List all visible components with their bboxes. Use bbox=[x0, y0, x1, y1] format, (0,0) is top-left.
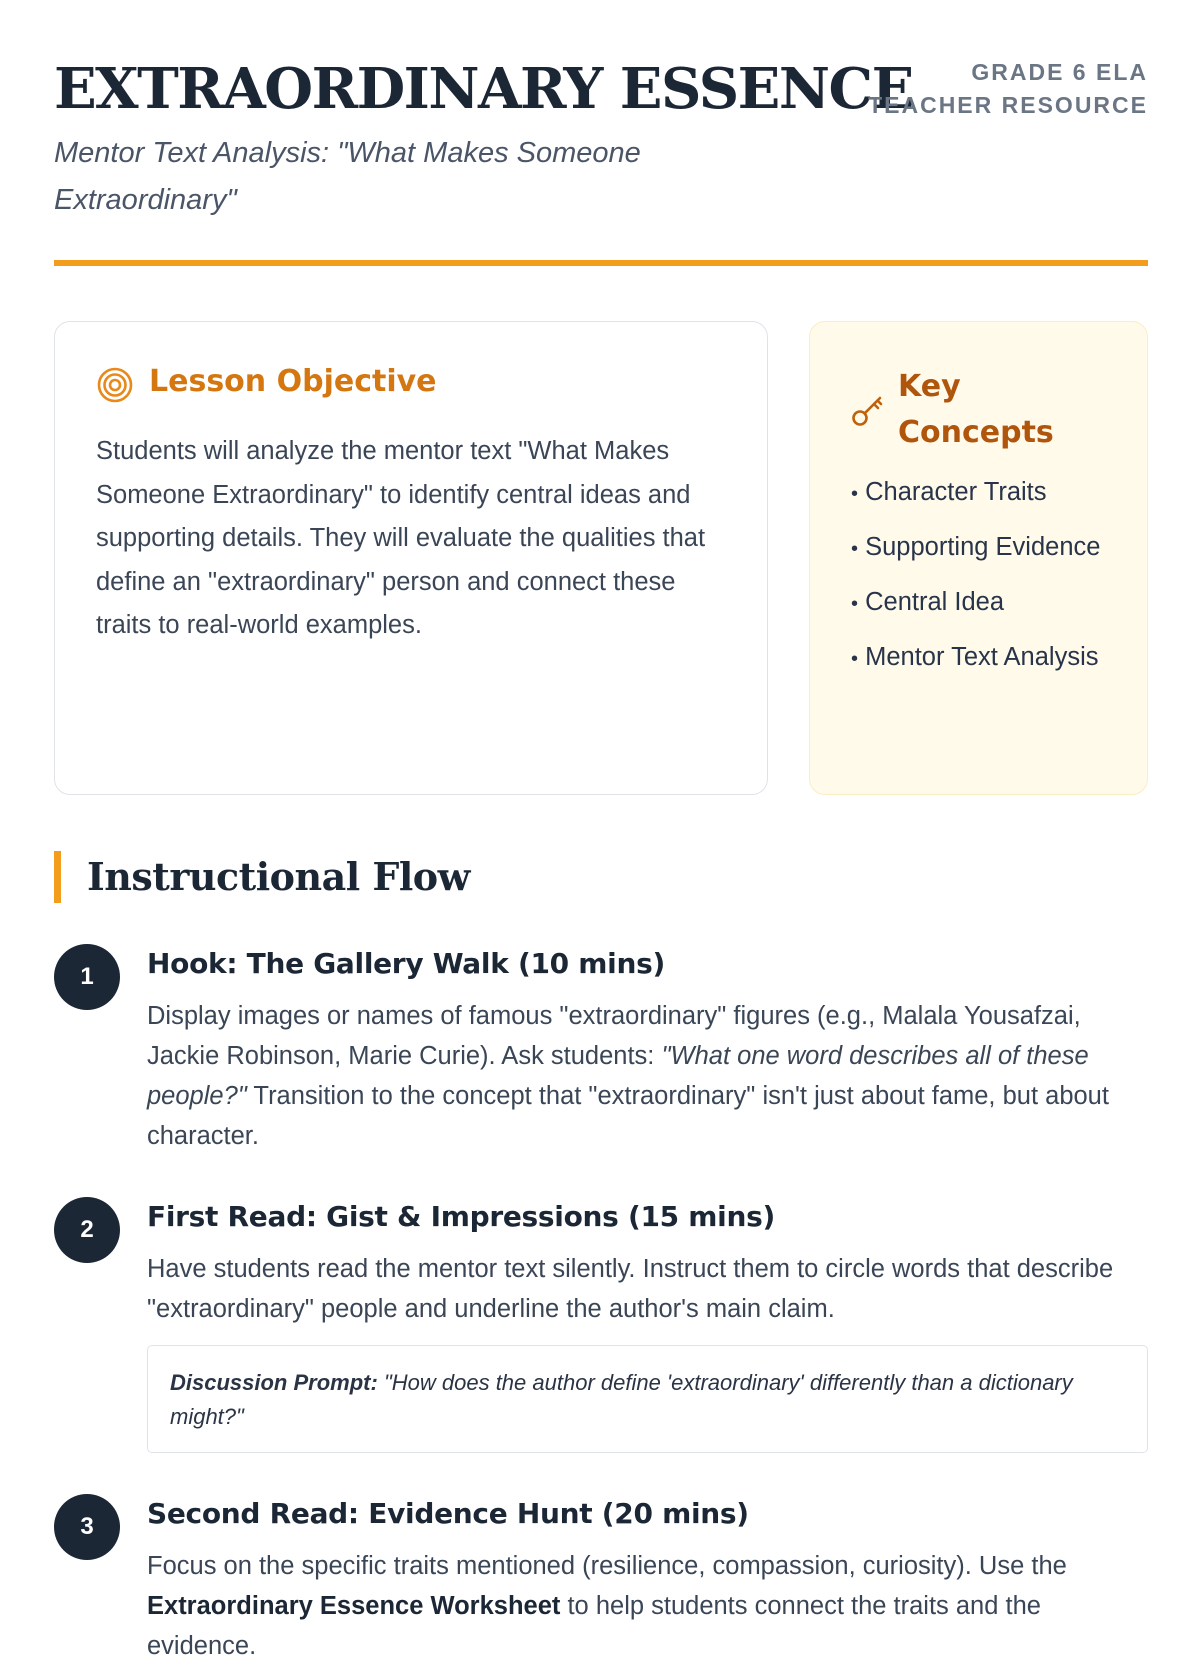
list-item: • Central Idea bbox=[851, 588, 1005, 616]
flow-step-1 bbox=[54, 944, 1148, 1154]
step-body bbox=[147, 1546, 1147, 1666]
document-title: EXTRAORDINARY ESSENCE bbox=[54, 56, 913, 122]
key-concepts-card bbox=[809, 321, 1148, 795]
lesson-page bbox=[54, 0, 1148, 1660]
step-body-text: Focus on the specific traits mentioned (resilience, compassion, curiosity). Use the bbox=[147, 1552, 1067, 1580]
flow-step-3 bbox=[54, 1494, 1148, 1660]
lesson-objective-title: Lesson Objective bbox=[149, 364, 437, 399]
discussion-prompt bbox=[170, 1366, 1120, 1434]
step-body: Have students read the mentor text silently. Instruct them to circle words that describe "extraordinary" people and underline the author's main claim. bbox=[147, 1255, 1114, 1323]
section-title: Instructional Flow bbox=[87, 854, 470, 899]
step-number-badge: 1 bbox=[54, 944, 120, 1010]
step-body bbox=[147, 996, 1147, 1156]
step-number-badge: 3 bbox=[54, 1494, 120, 1560]
resource-label: TEACHER RESOURCE bbox=[868, 92, 1148, 118]
step-body-text: to help students connect the traits and the evidence. bbox=[147, 1592, 1041, 1660]
key-concept-label: Mentor Text Analysis bbox=[865, 643, 1099, 671]
worksheet-name: Extraordinary Essence Worksheet bbox=[147, 1592, 561, 1620]
discussion-prompt-box bbox=[147, 1345, 1148, 1453]
key-concept-label: Character Traits bbox=[865, 478, 1047, 506]
document-header bbox=[54, 56, 1148, 266]
key-concept-label: Central Idea bbox=[865, 588, 1005, 616]
grade-label: GRADE 6 ELA bbox=[971, 59, 1148, 85]
step-body-text: Transition to the concept that "extraordinary" isn't just about fame, but about character. bbox=[147, 1082, 1109, 1150]
key-concepts-list bbox=[851, 472, 1101, 692]
lesson-objective-card bbox=[54, 321, 768, 795]
target-icon bbox=[97, 367, 133, 403]
flow-step-2 bbox=[54, 1197, 1148, 1457]
header-divider bbox=[54, 260, 1148, 266]
document-subtitle: Mentor Text Analysis: "What Makes Someone Extraordinary" bbox=[54, 137, 641, 216]
lesson-objective-text: Students will analyze the mentor text "What Makes Someone Extraordinary" to identify central ideas and supporting details. They will evaluate the qualities that define an "extraordinary" person and connect these traits to real-world examples. bbox=[96, 437, 706, 639]
step-title: Second Read: Evidence Hunt (20 mins) bbox=[147, 1497, 749, 1530]
step-body-text: Display images or names of famous "extraordinary" figures (e.g., Malala Yousafzai, Jackie Robinson, Marie Curie). Ask students: bbox=[147, 1002, 1081, 1070]
grade-label-block bbox=[868, 56, 1148, 122]
instructional-flow-heading bbox=[54, 851, 654, 903]
list-item: • Character Traits bbox=[851, 478, 1047, 506]
step-number-badge: 2 bbox=[54, 1197, 120, 1263]
step-title: Hook: The Gallery Walk (10 mins) bbox=[147, 947, 665, 980]
key-icon bbox=[851, 394, 885, 428]
list-item: • Supporting Evidence bbox=[851, 533, 1101, 561]
key-concepts-title: Key Concepts bbox=[898, 369, 1054, 450]
discussion-prompt-label: Discussion Prompt: bbox=[170, 1370, 378, 1395]
step-body-question: "What one word describes all of these people?" bbox=[147, 1042, 1089, 1110]
list-item: • Mentor Text Analysis bbox=[851, 643, 1099, 671]
heading-accent-bar bbox=[54, 851, 61, 903]
step-title: First Read: Gist & Impressions (15 mins) bbox=[147, 1200, 775, 1233]
key-concept-label: Supporting Evidence bbox=[865, 533, 1101, 561]
discussion-prompt-text: "How does the author define 'extraordinary' differently than a dictionary might?" bbox=[170, 1370, 1073, 1429]
